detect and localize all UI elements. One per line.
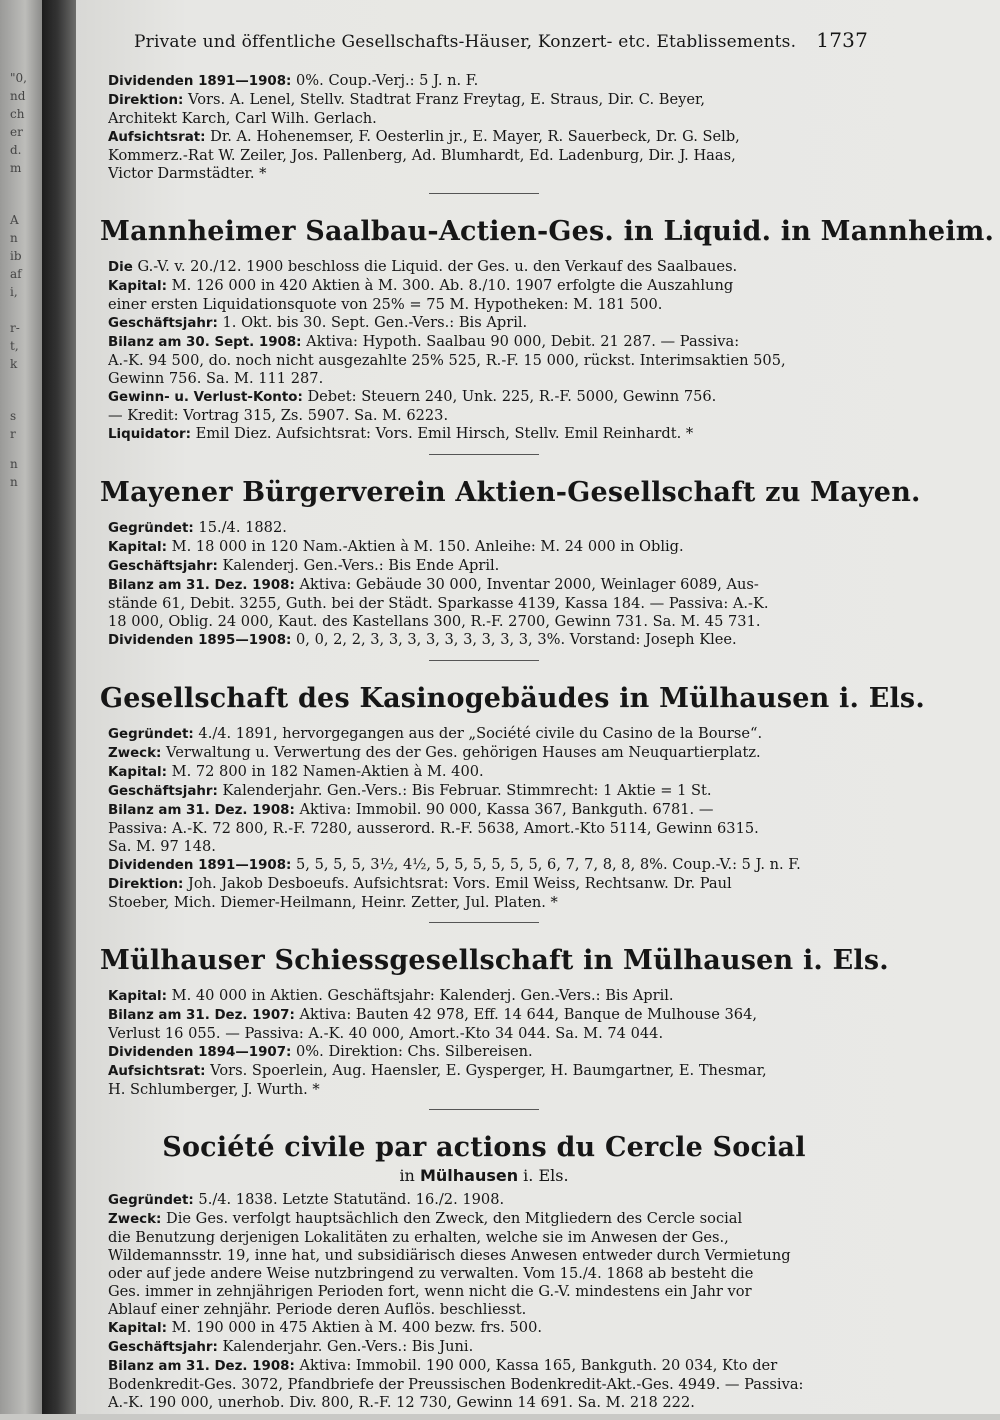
entry-line — [108, 1229, 868, 1247]
margin-fragment: d. — [10, 143, 22, 157]
entry-line — [108, 165, 868, 183]
field-text: Kalenderj. Gen.-Vers.: Bis Ende April. — [222, 557, 500, 574]
field-text: 18 000, Oblig. 24 000, Kaut. des Kastellans 300, R.-F. 2700, Gewinn 731. Sa. M. 45 731. — [108, 613, 761, 630]
field-text: Die Ges. verfolgt hauptsächlich den Zweck, den Mitgliedern des Cercle social — [166, 1210, 743, 1227]
facing-page-margin — [4, 0, 36, 1414]
field-text: H. Schlumberger, J. Wurth. * — [108, 1081, 320, 1098]
field-text: Architekt Karch, Carl Wilh. Gerlach. — [108, 110, 377, 127]
field-label: Bilanz am 31. Dez. 1908: — [108, 578, 295, 593]
page-number: 1737 — [816, 28, 868, 52]
field-text: Kommerz.-Rat W. Zeiler, Jos. Pallenberg, Ad. Blumhardt, Ed. Ladenburg, Dir. J. Haas, — [108, 147, 736, 164]
entry-line — [108, 631, 868, 650]
entry-line — [108, 782, 868, 801]
field-text: 1. Okt. bis 30. Sept. Gen.-Vers.: Bis April. — [222, 314, 528, 331]
entry-line — [108, 557, 868, 576]
field-text: 4./4. 1891, hervorgegangen aus der „Société civile du Casino de la Bourse“. — [198, 725, 763, 742]
entry-line — [108, 744, 868, 763]
page-content — [100, 28, 995, 1420]
entry-line — [108, 1283, 868, 1301]
entry-line — [108, 425, 868, 444]
entry-line — [108, 72, 868, 91]
field-label: Liquidator: — [108, 427, 192, 442]
subheading-prefix: in — [399, 1166, 420, 1185]
field-text: Ges. immer in zehnjährigen Perioden fort, wenn nicht die G.-V. mindestens ein Jahr vor — [108, 1283, 752, 1300]
field-label: Aufsichtsrat: — [108, 1064, 206, 1079]
company-heading: Mayener Bürgerverein Aktien-Gesellschaft zu Mayen. — [100, 477, 921, 508]
field-text: Emil Diez. Aufsichtsrat: Vors. Emil Hirsch, Stellv. Emil Reinhardt. * — [195, 425, 694, 442]
field-text: Aktiva: Bauten 42 978, Eff. 14 644, Banque de Mulhouse 364, — [299, 1006, 758, 1023]
field-text: Aktiva: Immobil. 190 000, Kassa 165, Bankguth. 20 034, Kto der — [299, 1357, 778, 1374]
margin-fragment: k — [10, 357, 18, 371]
field-label: Geschäftsjahr: — [108, 784, 218, 799]
running-head — [134, 28, 868, 52]
field-text: Passiva: A.-K. 72 800, R.-F. 7280, ausserord. R.-F. 5638, Amort.-Kto 5114, Gewinn 6315. — [108, 820, 759, 837]
margin-fragment: ib — [10, 249, 22, 263]
company-entry — [100, 72, 868, 183]
entry-line — [108, 1191, 868, 1210]
entry-line — [108, 763, 868, 782]
margin-fragment: s — [10, 409, 17, 423]
margin-fragment: "0, — [10, 71, 27, 85]
field-text: M. 18 000 in 120 Nam.-Aktien à M. 150. Anleihe: M. 24 000 in Oblig. — [171, 538, 684, 555]
field-text: Verlust 16 055. — Passiva: A.-K. 40 000, Amort.-Kto 34 044. Sa. M. 74 044. — [108, 1025, 664, 1042]
company-entry — [100, 477, 921, 650]
entry-line — [108, 1338, 868, 1357]
field-label: Dividenden 1895—1908: — [108, 633, 292, 648]
field-label: Bilanz am 31. Dez. 1908: — [108, 1359, 295, 1374]
field-text: einer ersten Liquidationsquote von 25% = 75 M. Hypotheken: M. 181 500. — [108, 296, 663, 313]
margin-fragment: t, — [10, 339, 19, 353]
field-text: M. 190 000 in 475 Aktien à M. 400 bezw. frs. 500. — [171, 1319, 543, 1336]
entry-line — [108, 370, 868, 388]
entry-line — [108, 1006, 868, 1025]
book-spine-shadow — [42, 0, 76, 1414]
entry-line — [108, 820, 868, 838]
subheading-suffix: i. Els. — [518, 1166, 569, 1185]
entry-line — [108, 1319, 868, 1338]
entry-line — [108, 1043, 868, 1062]
field-label: Zweck: — [108, 1212, 162, 1227]
entry-line — [108, 1210, 868, 1229]
entry-line — [108, 407, 868, 425]
field-label: Geschäftsjahr: — [108, 1340, 218, 1355]
entry-line — [108, 519, 868, 538]
company-entry — [100, 945, 889, 1099]
entry-line — [108, 1301, 868, 1319]
entry-line — [108, 613, 868, 631]
field-label: Kapital: — [108, 989, 167, 1004]
entry-line — [108, 1357, 868, 1376]
company-entry — [100, 216, 995, 444]
entry-line — [108, 875, 868, 894]
field-text: Sa. M. 97 148. — [108, 838, 216, 855]
entry-line — [108, 987, 868, 1006]
field-text: Kalenderjahr. Gen.-Vers.: Bis Juni. — [222, 1338, 474, 1355]
field-label: Aufsichtsrat: — [108, 130, 206, 145]
field-text: Aktiva: Immobil. 90 000, Kassa 367, Bankguth. 6781. — — [299, 801, 714, 818]
entry-line — [108, 314, 868, 333]
field-text: Verwaltung u. Verwertung des der Ges. gehörigen Hauses am Neuquartierplatz. — [166, 744, 761, 761]
entry-line — [108, 333, 868, 352]
entry-divider — [429, 1109, 539, 1110]
entry-line — [108, 296, 868, 314]
entry-line — [108, 1394, 868, 1412]
field-label: Gegründet: — [108, 727, 194, 742]
field-text: Ablauf einer zehnjähr. Periode deren Auflös. beschliesst. — [108, 1301, 527, 1318]
field-text: 0%. Coup.-Verj.: 5 J. n. F. — [296, 72, 479, 89]
field-label: Gegründet: — [108, 521, 194, 536]
margin-fragment: er — [10, 125, 23, 139]
entry-line — [108, 576, 868, 595]
field-label: Kapital: — [108, 1321, 167, 1336]
field-text: Aktiva: Gebäude 30 000, Inventar 2000, Weinlager 6089, Aus- — [299, 576, 759, 593]
entry-line — [108, 1247, 868, 1265]
margin-fragment: n — [10, 457, 18, 471]
field-text: oder auf jede andere Weise nutzbringend zu verwalten. Vom 15./4. 1868 ab besteht die — [108, 1265, 754, 1282]
field-text: 5, 5, 5, 5, 3½, 4½, 5, 5, 5, 5, 5, 5, 6, 7, 7, 8, 8, 8%. Coup.-V.: 5 J. n. F. — [296, 856, 801, 873]
company-heading: Société civile par actions du Cercle Social — [162, 1132, 806, 1163]
entry-line — [108, 147, 868, 165]
margin-fragment: af — [10, 267, 22, 281]
field-label: Zweck: — [108, 746, 162, 761]
field-text: Victor Darmstädter. * — [108, 165, 267, 182]
field-label: Kapital: — [108, 279, 167, 294]
company-heading: Mannheimer Saalbau-Actien-Ges. in Liquid. in Mannheim. — [100, 216, 995, 247]
field-text: Aktiva: Hypoth. Saalbau 90 000, Debit. 21 287. — Passiva: — [306, 333, 740, 350]
entry-line — [108, 277, 868, 296]
field-text: Debet: Steuern 240, Unk. 225, R.-F. 5000, Gewinn 756. — [307, 388, 717, 405]
company-heading: Mülhauser Schiessgesellschaft in Mülhausen i. Els. — [100, 945, 889, 976]
field-label: Kapital: — [108, 540, 167, 555]
margin-fragment: A — [10, 213, 19, 227]
entry-line — [108, 258, 868, 277]
running-head-title: Private und öffentliche Gesellschafts-Häuser, Konzert- etc. Etablissements. — [134, 32, 797, 52]
field-label: Bilanz am 31. Dez. 1908: — [108, 803, 295, 818]
field-text: 5./4. 1838. Letzte Statutänd. 16./2. 1908. — [198, 1191, 505, 1208]
field-label: Gewinn- u. Verlust-Konto: — [108, 390, 303, 405]
entry-line — [108, 538, 868, 557]
company-entry — [100, 683, 925, 912]
field-text: 15./4. 1882. — [198, 519, 287, 536]
field-label: Geschäftsjahr: — [108, 559, 218, 574]
margin-fragment: ch — [10, 107, 25, 121]
field-text: stände 61, Debit. 3255, Guth. bei der Städt. Sparkasse 4139, Kassa 184. — Passiva: A.-K. — [108, 595, 769, 612]
document-page — [76, 0, 1000, 1414]
entry-line — [108, 352, 868, 370]
field-label: Bilanz am 30. Sept. 1908: — [108, 335, 302, 350]
field-text: Gewinn 756. Sa. M. 111 287. — [108, 370, 324, 387]
entry-line — [108, 91, 868, 110]
entry-line — [108, 1376, 868, 1394]
entry-divider — [429, 454, 539, 455]
entry-divider — [429, 922, 539, 923]
field-label: Dividenden 1891—1908: — [108, 74, 292, 89]
entry-line — [108, 128, 868, 147]
entry-line — [108, 801, 868, 820]
field-text: Bodenkredit-Ges. 3072, Pfandbriefe der Preussischen Bodenkredit-Akt.-Ges. 4949. — Passiva: — [108, 1376, 804, 1393]
entry-line — [108, 838, 868, 856]
field-text: Kalenderjahr. Gen.-Vers.: Bis Februar. Stimmrecht: 1 Aktie = 1 St. — [222, 782, 712, 799]
entry-line — [108, 856, 868, 875]
entry-line — [108, 595, 868, 613]
entry-line — [108, 388, 868, 407]
company-heading: Gesellschaft des Kasinogebäudes in Mülhausen i. Els. — [100, 683, 925, 714]
margin-fragment: r — [10, 427, 16, 441]
field-text: Joh. Jakob Desboeufs. Aufsichtsrat: Vors. Emil Weiss, Rechtsanw. Dr. Paul — [188, 875, 732, 892]
entry-line — [108, 725, 868, 744]
entry-line — [108, 1062, 868, 1081]
field-label: Kapital: — [108, 765, 167, 780]
company-subheading — [100, 1166, 868, 1185]
field-text: — Kredit: Vortrag 315, Zs. 5907. Sa. M. 6223. — [108, 407, 449, 424]
entry-line — [108, 894, 868, 912]
field-text: M. 126 000 in 420 Aktien à M. 300. Ab. 8./10. 1907 erfolgte die Auszahlung — [171, 277, 734, 294]
field-label: Bilanz am 31. Dez. 1907: — [108, 1008, 295, 1023]
entry-divider — [429, 193, 539, 194]
field-text: 0, 0, 2, 2, 3, 3, 3, 3, 3, 3, 3, 3, 3, 3%. Vorstand: Joseph Klee. — [296, 631, 737, 648]
field-label: Direktion: — [108, 93, 184, 108]
field-label: Geschäftsjahr: — [108, 316, 218, 331]
entry-line — [108, 110, 868, 128]
field-label: Die — [108, 260, 133, 275]
field-label: Dividenden 1894—1907: — [108, 1045, 292, 1060]
margin-fragment: n — [10, 231, 18, 245]
field-text: A.-K. 190 000, unerhob. Div. 800, R.-F. 12 730, Gewinn 14 691. Sa. M. 218 222. — [108, 1394, 695, 1411]
field-text: Stoeber, Mich. Diemer-Heilmann, Heinr. Zetter, Jul. Platen. * — [108, 894, 558, 911]
margin-fragment: r- — [10, 321, 20, 335]
field-text: die Benutzung derjenigen Lokalitäten zu erhalten, welche sie im Anwesen der Ges., — [108, 1229, 729, 1246]
entries-list — [100, 72, 995, 1412]
field-text: Vors. Spoerlein, Aug. Haensler, E. Gysperger, H. Baumgartner, E. Thesmar, — [210, 1062, 767, 1079]
field-text: M. 40 000 in Aktien. Geschäftsjahr: Kalenderj. Gen.-Vers.: Bis April. — [171, 987, 674, 1004]
margin-fragment: i, — [10, 285, 18, 299]
field-label: Dividenden 1891—1908: — [108, 858, 292, 873]
field-text: Dr. A. Hohenemser, F. Oesterlin jr., E. Mayer, R. Sauerbeck, Dr. G. Selb, — [210, 128, 740, 145]
subheading-city: Mülhausen — [419, 1166, 519, 1185]
entry-line — [108, 1025, 868, 1043]
field-text: G.-V. v. 20./12. 1900 beschloss die Liquid. der Ges. u. den Verkauf des Saalbaues. — [137, 258, 738, 275]
field-label: Gegründet: — [108, 1193, 194, 1208]
field-text: 0%. Direktion: Chs. Silbereisen. — [296, 1043, 533, 1060]
margin-fragment: m — [10, 161, 22, 175]
entry-line — [108, 1081, 868, 1099]
field-text: Wildemannsstr. 19, inne hat, und subsidiärisch dieses Anwesen entweder durch Vermietung — [108, 1247, 791, 1264]
field-text: A.-K. 94 500, do. noch nicht ausgezahlte 25% 525, R.-F. 15 000, rückst. Interimsaktien 505, — [108, 352, 786, 369]
margin-fragment: n — [10, 475, 18, 489]
entry-divider — [429, 660, 539, 661]
field-label: Direktion: — [108, 877, 184, 892]
entry-line — [108, 1265, 868, 1283]
field-text: Vors. A. Lenel, Stellv. Stadtrat Franz Freytag, E. Straus, Dir. C. Beyer, — [188, 91, 705, 108]
company-entry — [100, 1132, 868, 1412]
margin-fragment: nd — [10, 89, 26, 103]
field-text: M. 72 800 in 182 Namen-Aktien à M. 400. — [171, 763, 484, 780]
